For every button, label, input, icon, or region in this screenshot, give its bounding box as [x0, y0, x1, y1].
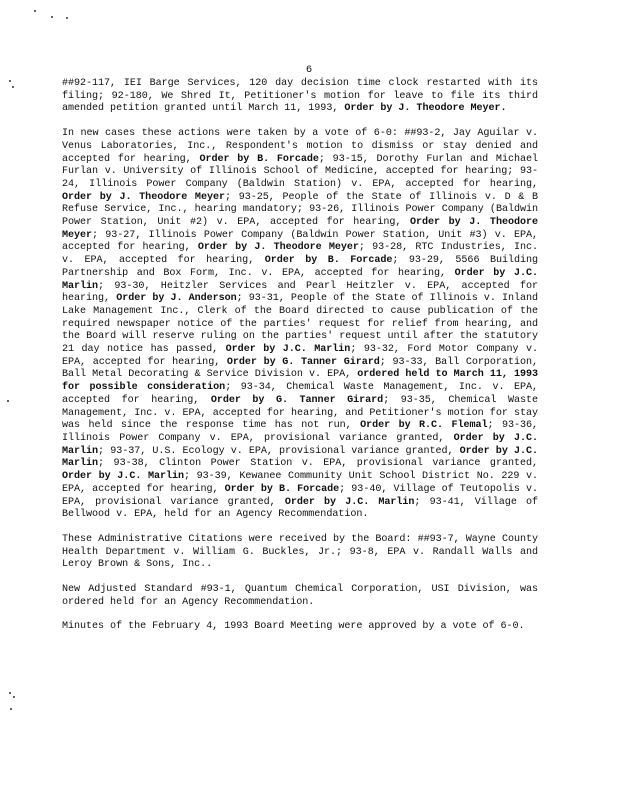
bold-order-text: Order by J. Theodore Meyer. — [344, 103, 507, 115]
paragraph-text: ; 93-39, Kewanee Community Unit School District No. 229 v. EPA, accepted for hearing, — [62, 471, 539, 495]
document-body — [62, 78, 538, 646]
paragraph — [62, 534, 538, 572]
page-number: 6 — [305, 64, 313, 76]
scan-speck — [10, 708, 12, 710]
paragraph — [62, 78, 538, 116]
scan-speck — [9, 80, 11, 82]
paragraph-text: ; 93-34, Chemical Waste Management, Inc. v. EPA, accepted for hearing, — [62, 382, 538, 406]
bold-order-text: Order by R.C. Flemal — [360, 420, 488, 432]
paragraph-text: ; 93-41, Village of Bellwood v. EPA, held for an Agency Recommendation. — [62, 496, 538, 521]
paragraph-text: New Adjusted Standard #93-1, Quantum Chemical Corporation, USI Division, was ordered held for an Agency Recommendation. — [62, 584, 538, 608]
bold-order-text: Order by J.C. Marlin — [225, 344, 351, 356]
bold-order-text: Order by G. Tanner Girard — [226, 356, 380, 368]
paragraph-text: Minutes of the February 4, 1993 Board Meeting were approved by a vote of 6-0. — [62, 621, 525, 633]
bold-order-text: Order by J. Anderson — [116, 293, 237, 305]
bold-order-text: Order by J.C. Marlin — [62, 471, 185, 483]
paragraph-text: ; 93-38, Clinton Power Station v. EPA, provisional variance granted, — [98, 458, 538, 470]
bold-order-text: Order by J.C. Marlin — [62, 267, 538, 292]
paragraph-text: ; 93-28, RTC Industries, Inc. v. EPA, accepted for hearing, — [62, 242, 538, 267]
paragraph-text: ; 93-37, U.S. Ecology v. EPA, provisional variance granted, — [98, 445, 460, 457]
scan-speck — [9, 692, 11, 694]
scan-speck — [34, 10, 36, 12]
paragraph-text: ; 93-25, People of the State of Illinois v. D & B Refuse Service, Inc., hearing mandatory; 93-26, Illinois Power Company (Baldwin Power Station, Unit #2) v. EPA, accepted for hearing, — [62, 191, 538, 229]
paragraph-text: ; 93-27, Illinois Power Company (Baldwin Power Station, Unit #3) v. EPA, accepted for hearing, — [62, 229, 538, 254]
bold-order-text: Order by B. Forcade — [199, 153, 319, 165]
paragraph-text: ; 93-40, Village of Teutopolis v. EPA, provisional variance granted, — [62, 483, 538, 508]
bold-order-text: Order by G. Tanner Girard — [210, 394, 384, 406]
paragraph-text: In new cases these actions were taken by a vote of 6-0: ##93-2, Jay Aguilar v. Venus Laboratories, Inc., Respondent's motion to dismiss or stay denied and accepted for hearing, — [62, 128, 538, 165]
bold-order-text: Order by J. Theodore Meyer — [62, 191, 225, 203]
paragraph-text: ; 93-15, Dorothy Furlan and Michael Furlan v. University of Illinois School of Medicine, accepted for hearing; 93-24, Illinois Power Company (Baldwin Station) v. EPA, accepted for hearing, — [62, 153, 538, 190]
scan-speck — [51, 16, 53, 18]
bold-order-text: ordered held to March 11, 1993 for possible consideration — [62, 369, 538, 394]
scan-speck — [13, 696, 15, 698]
paragraph-text: ; 93-29, 5566 Building Partnership and Box Form, Inc. v. EPA, accepted for hearing, — [62, 255, 539, 279]
paragraph-text: ; 93-32, Ford Motor Company v. EPA, accepted for hearing, — [62, 344, 538, 368]
bold-order-text: Order by B. Forcade — [224, 483, 340, 495]
bold-order-text: Order by J.C. Marlin — [62, 445, 538, 470]
scan-speck — [7, 400, 9, 402]
paragraph-text: ; 93-30, Heitzler Services and Pearl Heitzler v. EPA, accepted for hearing, — [62, 280, 538, 305]
bold-order-text: Order by J.C. Marlin — [284, 496, 415, 508]
paragraph — [62, 621, 538, 634]
paragraph-text: ##92-117, IEI Barge Services, 120 day decision time clock restarted with its filing; 92-180, We Shred It, Petitioner's motion for leave to file its third amended petition granted until March 11, 1993, — [62, 78, 538, 115]
bold-order-text: Order by J. Theodore Meyer — [197, 242, 359, 254]
paragraph — [62, 584, 538, 609]
paragraph-text: ; 93-31, People of the State of Illinois v. Inland Lake Management Inc., Clerk of the Board directed to cause publication of the required newspaper notice of the parties' request for relief from hearing, and the Board will reserve ruling on the parties' request until after the statutory 21 day notice has passed, — [62, 293, 538, 356]
scan-speck — [66, 17, 68, 19]
paragraph-text: ; 93-36, Illinois Power Company v. EPA, provisional variance granted, — [62, 420, 538, 444]
paragraph-text: These Administrative Citations were received by the Board: ##93-7, Wayne County Health Department v. William G. Buckles, Jr.; 93-8, EPA v. Randall Walls and Leroy Brown & Sons, Inc.. — [62, 533, 538, 571]
paragraph-text: ; 93-35, Chemical Waste Management, Inc. v. EPA, accepted for hearing, and Petitioner's motion for stay was held since the response time has not run, — [62, 394, 538, 432]
paragraph — [62, 128, 538, 522]
paragraph-text: ; 93-33, Ball Corporation, Ball Metal Decorating & Service Division v. EPA, — [62, 356, 538, 381]
bold-order-text: Order by B. Forcade — [264, 255, 393, 267]
bold-order-text: Order by J. Theodore Meyer — [62, 217, 538, 241]
scan-speck — [12, 86, 14, 88]
bold-order-text: Order by J.C. Marlin — [62, 432, 538, 457]
